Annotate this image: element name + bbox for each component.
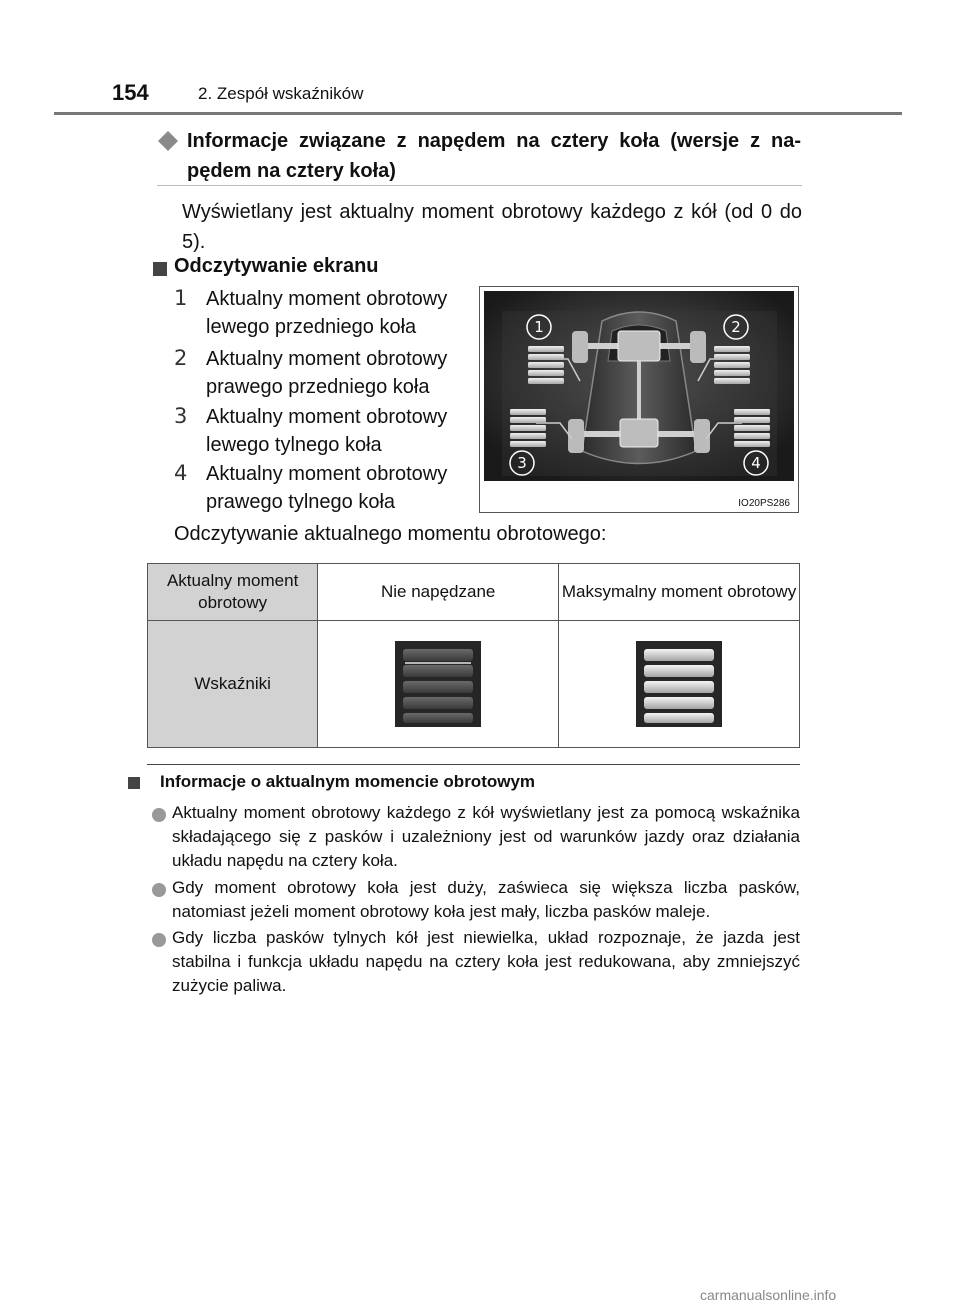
table-header: Maksymalny moment obrotowy: [559, 564, 800, 621]
awd-display-figure: [479, 286, 799, 513]
table-cell-not-driven: [318, 621, 559, 748]
callout-1: 1: [534, 318, 544, 336]
section-description: Wyświetlany jest aktualny moment obrotowy każdego z kół (od 0 do 5).: [182, 201, 802, 253]
round-bullet-icon: [152, 933, 166, 947]
chapter-title: 2. Zespół wskaźników: [198, 84, 364, 103]
awd-display-screen: [484, 291, 794, 481]
round-bullet-icon: [152, 808, 166, 822]
page-number: 154: [112, 80, 149, 105]
diamond-icon: [157, 130, 179, 152]
awd-display-illustration: [484, 291, 794, 481]
info-bullet: Aktualny moment obrotowy każdego z kół wyświetlany jest za pomocą wskaźnika składającego się z pasków i uzależniony jest od warunków jazdy oraz działania układu napędu na cztery koła.: [172, 803, 800, 870]
square-bullet-icon: [128, 777, 140, 789]
callout-3: 3: [517, 454, 527, 472]
info-bullet: Gdy liczba pasków tylnych kół jest niewielka, układ rozpoznaje, że jazda jest stabilna i funkcja układu napędu na cztery koła jest redukowana, aby zmniejszyć zużycie paliwa.: [172, 928, 800, 995]
info-rule: [147, 764, 800, 765]
table-header: Aktualny moment obrotowy: [148, 564, 318, 621]
torque-intro: Odczytywanie aktualnego momentu obrotowego:: [174, 523, 607, 545]
bar-gauge-not-driven: [395, 641, 481, 727]
table-cell-max: [559, 621, 800, 748]
info-heading: Informacje o aktualnym momencie obrotowym: [160, 772, 536, 791]
item-text: Aktualny moment obrotowy prawego tylnego koła: [206, 463, 448, 513]
screen-reading-heading: Odczytywanie ekranu: [174, 255, 379, 277]
figure-code: IO20PS286: [738, 498, 790, 509]
table-header: Nie napędzane: [318, 564, 559, 621]
info-bullet: Gdy moment obrotowy koła jest duży, zaświeca się większa liczba pasków, natomiast jeżeli moment obrotowy koła jest mały, liczba pasków maleje.: [172, 878, 800, 921]
section-rule: [157, 185, 802, 186]
item-text: Aktualny moment obrotowy lewego przedniego koła: [206, 288, 448, 338]
item-number: 3: [174, 404, 188, 428]
callout-2: 2: [731, 318, 741, 336]
header-rule: [54, 112, 902, 115]
item-number: 2: [174, 346, 188, 370]
item-number: 4: [174, 461, 188, 485]
item-text: Aktualny moment obrotowy prawego przedniego koła: [206, 348, 448, 398]
table-row-label: Wskaźniki: [148, 621, 318, 748]
torque-table: [147, 563, 800, 748]
callout-4: 4: [751, 454, 761, 472]
round-bullet-icon: [152, 883, 166, 897]
watermark: carmanualsonline.info: [700, 1287, 837, 1303]
item-number: 1: [174, 286, 188, 310]
section-title: Informacje związane z napędem na cztery koła (wersje z na- pędem na cztery koła): [187, 130, 801, 182]
square-bullet-icon: [153, 262, 167, 276]
bar-gauge-max: [636, 641, 722, 727]
item-text: Aktualny moment obrotowy lewego tylnego koła: [206, 406, 448, 456]
